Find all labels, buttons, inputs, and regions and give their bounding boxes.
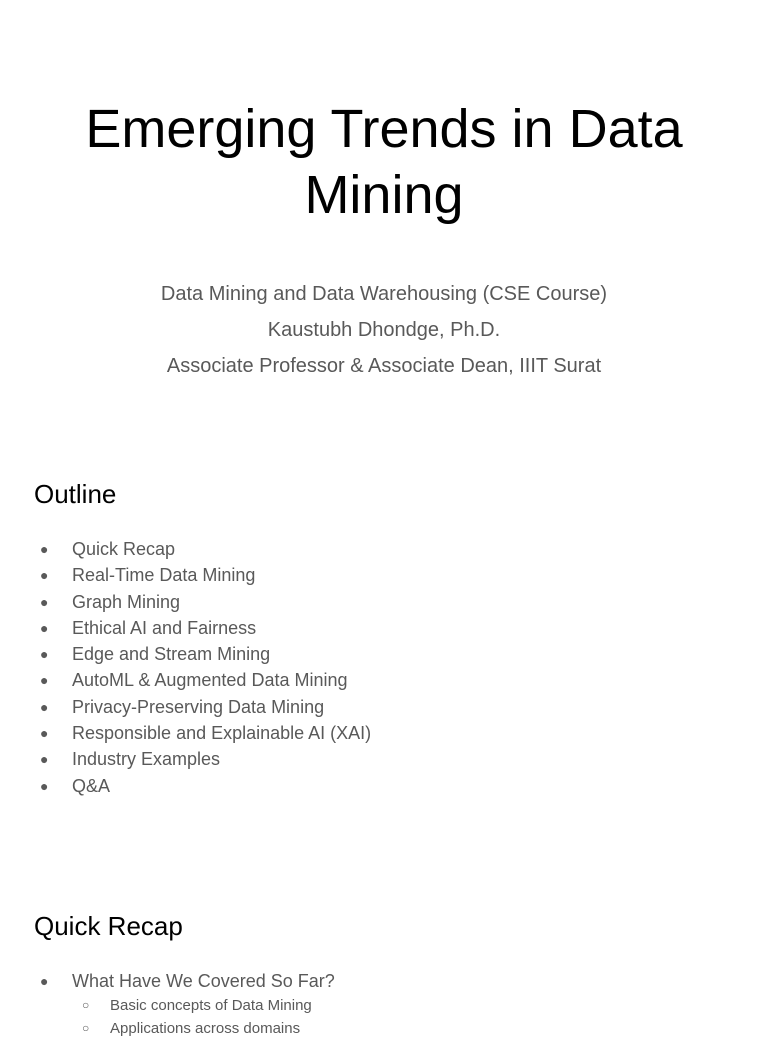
list-item: ● Industry Examples [34,746,371,772]
bullet-icon: ● [40,672,49,689]
sub-list [72,994,335,1040]
list-item: ● Quick Recap [34,536,371,562]
list-item: ● Edge and Stream Mining [34,641,371,667]
presenter-affiliation: Associate Professor & Associate Dean, IIIT Surat [166,355,602,377]
hollow-bullet-icon: ○ [82,1021,90,1036]
bullet-icon: ● [40,593,49,610]
list-item: ● Responsible and Explainable AI (XAI) [34,720,371,746]
bullet-icon: ● [40,751,49,768]
bullet-icon: ● [40,646,49,663]
outline-heading: Outline [34,479,117,509]
bullet-icon: ● [40,567,49,584]
presentation-title: Emerging Trends in Data Mining [85,99,683,225]
bullet-icon: ● [40,725,49,742]
recap-heading: Quick Recap [34,911,183,941]
recap-list [34,968,335,1040]
bullet-icon: ● [40,619,49,636]
bullet-icon: ● [40,973,49,989]
presenter-name: Kaustubh Dhondge, Ph.D. [267,319,501,341]
course-name: Data Mining and Data Warehousing (CSE Course) [160,283,608,305]
list-item: ● Real-Time Data Mining [34,562,371,588]
list-item: ● What Have We Covered So Far? ○ Basic concepts of Data Mining ○ Applications across domains [34,968,335,1040]
outline-slide [0,432,768,864]
hollow-bullet-icon: ○ [82,998,90,1013]
list-item: ● Q&A [34,773,371,799]
presentation-subtitle [40,276,728,384]
list-item: ● Ethical AI and Fairness [34,615,371,641]
list-item: ● Privacy-Preserving Data Mining [34,694,371,720]
outline-list [34,536,371,799]
list-item: ● Graph Mining [34,589,371,615]
sub-list-item: ○ Basic concepts of Data Mining [72,994,335,1017]
bullet-icon: ● [40,541,49,557]
list-item: ● AutoML & Augmented Data Mining [34,667,371,693]
recap-slide [0,864,768,1038]
title-slide [0,0,768,432]
bullet-icon: ● [40,698,49,715]
sub-list-item: ○ Applications across domains [72,1017,335,1040]
bullet-icon: ● [40,777,49,794]
